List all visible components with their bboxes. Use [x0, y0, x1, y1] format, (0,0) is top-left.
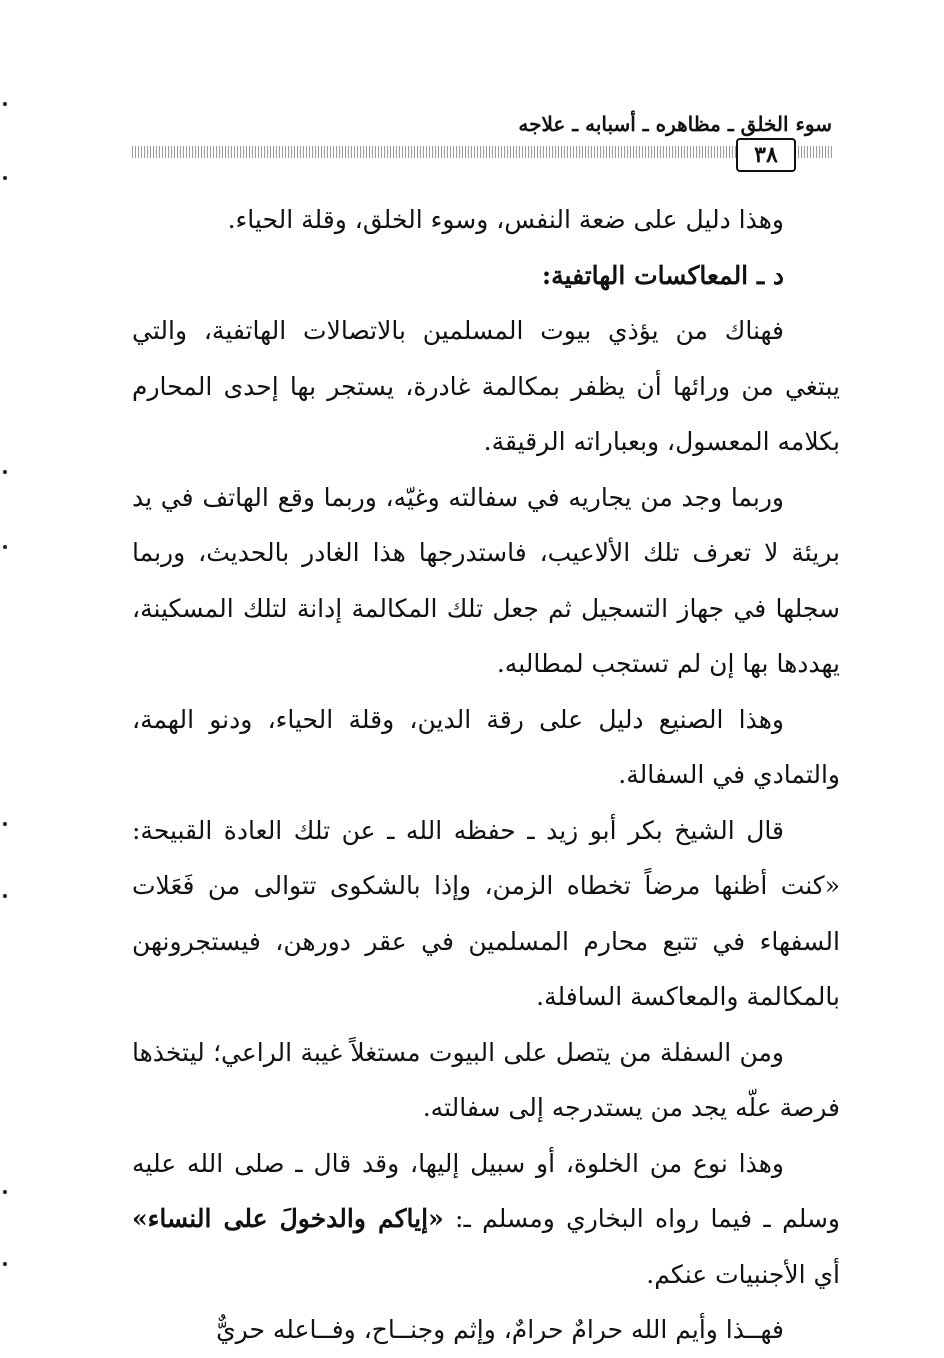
section-heading: د ـ المعاكسات الهاتفية: [541, 260, 784, 290]
scan-margin-mark [3, 176, 7, 180]
page-body [132, 192, 840, 1358]
page-number: ٣٨ [736, 138, 796, 172]
paragraph-5: قال الشيخ بكر أبو زيد ـ حفظه الله ـ عن تلك العادة القبيحة: «كنت أظنها مرضاً تخطاه الزمن، وإذا بالشكوى تتوالى من فَعَلات السفهاء في تتبع محارم المسلمين في عقر دورهن، فيستجرونهن بالمكالمة والمعاكسة السافلة. [132, 815, 840, 1011]
scan-margin-mark [3, 1262, 7, 1266]
paragraph-7-tail: أي الأجنبيات عنكم. [646, 1259, 840, 1289]
scan-margin-mark [3, 545, 7, 549]
paragraph-6: ومن السفلة من يتصل على البيوت مستغلاً غيبة الراعي؛ ليتخذها فرصة علّه يجد من يستدرجه إلى سفالته. [132, 1037, 840, 1122]
scan-margin-mark [3, 102, 7, 106]
paragraph-4: وهذا الصنيع دليل على رقة الدين، وقلة الحياء، ودنو الهمة، والتمادي في السفالة. [132, 704, 840, 789]
paragraph-7-text: وهذا نوع من الخلوة، أو سبيل إليها، وقد قال ـ صلى الله عليه وسلم ـ فيما رواه البخاري ومسلم ـ: [132, 1148, 840, 1233]
paragraph-7 [132, 1136, 840, 1303]
paragraph-8: فهــذا وأيم الله حرامٌ حرامٌ، وإثم وجنــاح، وفــاعله حريٌّ [216, 1315, 784, 1344]
scan-margin-mark [3, 822, 7, 826]
paragraph-1: وهذا دليل على ضعة النفس، وسوء الخلق، وقلة الحياء. [227, 205, 784, 234]
hadith-quote: «إياكم والدخولَ على النساء» [132, 1204, 444, 1233]
scan-margin-mark [3, 894, 7, 898]
scan-margin-mark [3, 470, 7, 474]
scan-margin-mark [3, 1190, 7, 1194]
running-header-title: سوء الخلق ـ مظاهره ـ أسبابه ـ علاجه [518, 112, 832, 136]
header-divider [132, 146, 832, 158]
paragraph-3: وربما وجد من يجاريه في سفالته وغيّه، وربما وقع الهاتف في يد بريئة لا تعرف تلك الألاعيب، فاستدرجها هذا الغادر بالحديث، وربما سجلها في جهاز التسجيل ثم جعل تلك المكالمة إدانة لتلك المسكينة، يهددها بها إن لم تستجب لمطالبه. [132, 482, 840, 678]
paragraph-2: فهناك من يؤذي بيوت المسلمين بالاتصالات الهاتفية، والتي يبتغي من ورائها أن يظفر بمكالمة غادرة، يستجر بها إحدى المحارم بكلامه المعسول، وبعباراته الرقيقة. [132, 316, 840, 456]
